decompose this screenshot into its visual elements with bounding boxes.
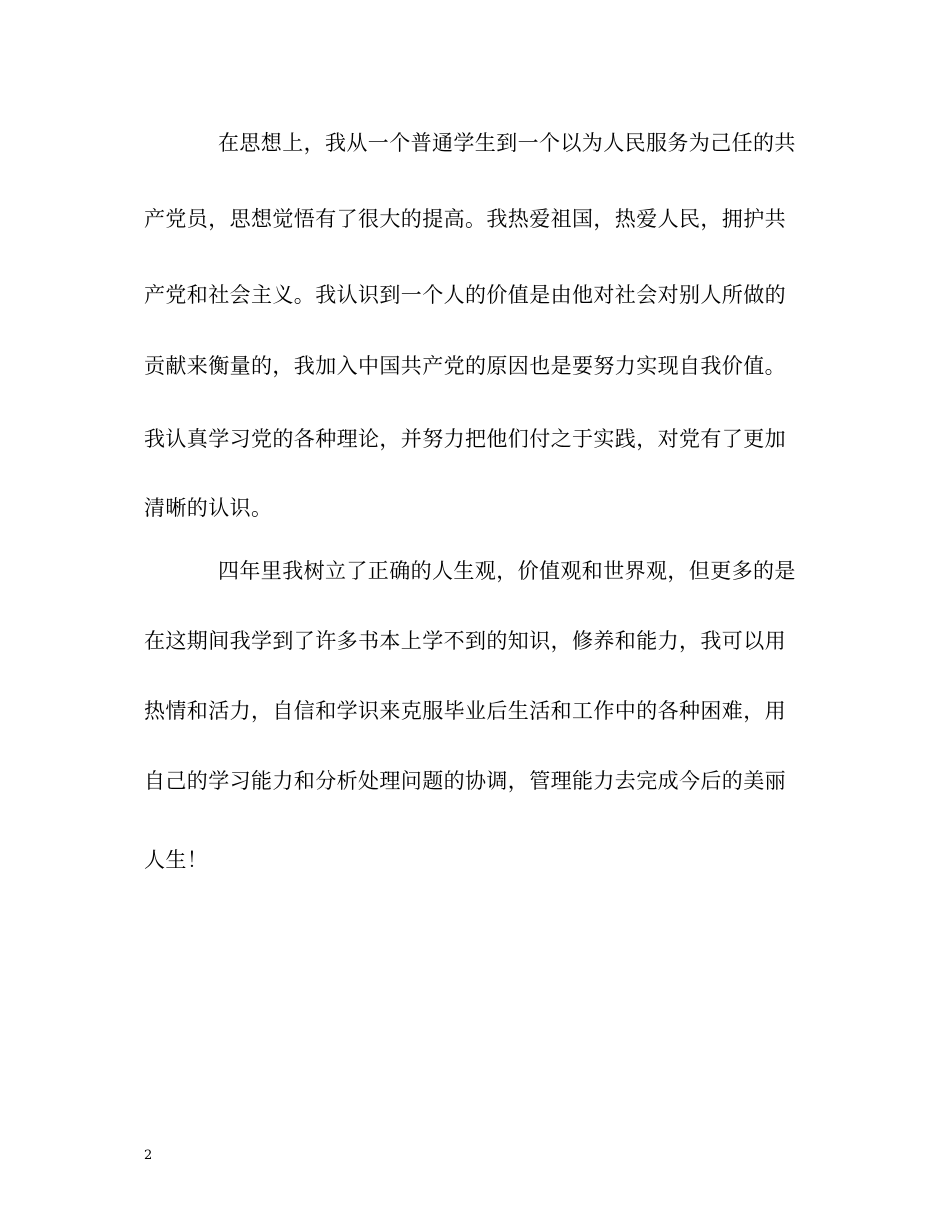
text-line: 在这期间我学到了许多书本上学不到的知识，修养和能力，我可以用 [144,629,786,653]
text-line: 人生！ [144,848,209,872]
text-line: 四年里我树立了正确的人生观，价值观和世界观，但更多的是 [218,559,796,583]
text-line: 我认真学习党的各种理论，并努力把他们付之于实践，对党有了更加 [144,427,786,451]
text-line: 产党和社会主义。我认识到一个人的价值是由他对社会对别人所做的 [144,283,786,307]
page-number: 2 [144,1148,153,1163]
text-line: 贡献来衡量的，我加入中国共产党的原因也是要努力实现自我价值。 [144,354,786,378]
text-line: 在思想上，我从一个普通学生到一个以为人民服务为己任的共 [218,131,796,155]
text-line: 自己的学习能力和分析处理问题的协调，管理能力去完成今后的美丽 [144,769,786,793]
text-line: 热情和活力，自信和学识来克服毕业后生活和工作中的各种困难，用 [144,699,786,723]
text-line: 清晰的认识。 [144,496,273,520]
text-line: 产党员，思想觉悟有了很大的提高。我热爱祖国，热爱人民，拥护共 [144,207,786,231]
